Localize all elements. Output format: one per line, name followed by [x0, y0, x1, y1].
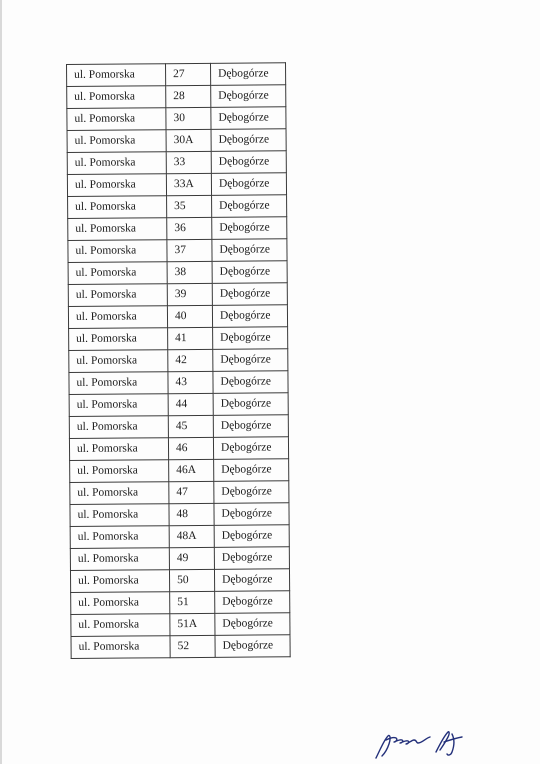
house-number-cell: 36 [167, 217, 212, 239]
city-cell: Dębogórze [213, 415, 288, 438]
table-row [67, 63, 286, 87]
table-row [70, 569, 289, 593]
street-cell: ul. Pomorska [67, 152, 166, 175]
street-cell: ul. Pomorska [68, 306, 167, 329]
city-cell: Dębogórze [215, 591, 290, 614]
house-number-cell: 46A [169, 459, 214, 481]
street-cell: ul. Pomorska [70, 548, 169, 571]
city-cell: Dębogórze [211, 85, 286, 108]
street-cell: ul. Pomorska [67, 130, 166, 153]
house-number-cell: 33A [166, 173, 211, 195]
address-table-body [67, 63, 291, 659]
table-row [69, 437, 288, 461]
city-cell: Dębogórze [214, 569, 289, 592]
table-row [69, 349, 288, 373]
street-cell: ul. Pomorska [67, 64, 166, 87]
city-cell: Dębogórze [212, 239, 287, 262]
street-cell: ul. Pomorska [67, 174, 166, 197]
table-row [69, 393, 288, 417]
house-number-cell: 48A [169, 525, 214, 547]
table-row [71, 635, 290, 659]
house-number-cell: 48 [169, 503, 214, 525]
table-row [70, 525, 289, 549]
table-row [67, 85, 286, 109]
house-number-cell: 33 [166, 151, 211, 173]
city-cell: Dębogórze [213, 371, 288, 394]
house-number-cell: 49 [169, 547, 214, 569]
city-cell: Dębogórze [212, 283, 287, 306]
street-cell: ul. Pomorska [68, 218, 167, 241]
table-row [67, 151, 286, 175]
house-number-cell: 37 [167, 239, 212, 261]
city-cell: Dębogórze [211, 129, 286, 152]
city-cell: Dębogórze [214, 459, 289, 482]
city-cell: Dębogórze [212, 305, 287, 328]
street-cell: ul. Pomorska [70, 570, 169, 593]
street-cell: ul. Pomorska [69, 438, 168, 461]
house-number-cell: 46 [168, 437, 213, 459]
street-cell: ul. Pomorska [69, 394, 168, 417]
house-number-cell: 35 [167, 195, 212, 217]
city-cell: Dębogórze [213, 437, 288, 460]
street-cell: ul. Pomorska [68, 284, 167, 307]
city-cell: Dębogórze [210, 63, 285, 86]
house-number-cell: 39 [167, 283, 212, 305]
table-row [67, 107, 286, 131]
table-row [69, 327, 288, 351]
table-row [68, 195, 287, 219]
city-cell: Dębogórze [212, 261, 287, 284]
table-row [67, 129, 286, 153]
house-number-cell: 27 [166, 63, 211, 85]
street-cell: ul. Pomorska [68, 262, 167, 285]
table-row [68, 261, 287, 285]
table-row [69, 415, 288, 439]
city-cell: Dębogórze [214, 547, 289, 570]
city-cell: Dębogórze [215, 613, 290, 636]
city-cell: Dębogórze [211, 107, 286, 130]
house-number-cell: 51 [170, 591, 215, 613]
house-number-cell: 45 [168, 415, 213, 437]
signature-icon [372, 726, 472, 762]
house-number-cell: 28 [166, 85, 211, 107]
street-cell: ul. Pomorska [71, 614, 170, 637]
house-number-cell: 47 [169, 481, 214, 503]
street-cell: ul. Pomorska [69, 372, 168, 395]
house-number-cell: 50 [169, 569, 214, 591]
street-cell: ul. Pomorska [69, 328, 168, 351]
street-cell: ul. Pomorska [69, 350, 168, 373]
street-cell: ul. Pomorska [69, 416, 168, 439]
street-cell: ul. Pomorska [70, 482, 169, 505]
city-cell: Dębogórze [214, 503, 289, 526]
table-row [68, 305, 287, 329]
scan-edge [0, 0, 2, 764]
street-cell: ul. Pomorska [68, 196, 167, 219]
address-table [66, 62, 291, 659]
street-cell: ul. Pomorska [71, 636, 170, 659]
city-cell: Dębogórze [213, 327, 288, 350]
house-number-cell: 42 [168, 349, 213, 371]
city-cell: Dębogórze [212, 217, 287, 240]
city-cell: Dębogórze [213, 393, 288, 416]
city-cell: Dębogórze [215, 635, 290, 658]
table-row [70, 459, 289, 483]
table-row [71, 591, 290, 615]
street-cell: ul. Pomorska [70, 460, 169, 483]
signature [372, 726, 472, 762]
table-row [68, 283, 287, 307]
city-cell: Dębogórze [214, 481, 289, 504]
street-cell: ul. Pomorska [70, 526, 169, 549]
city-cell: Dębogórze [211, 151, 286, 174]
house-number-cell: 30 [166, 107, 211, 129]
city-cell: Dębogórze [212, 195, 287, 218]
house-number-cell: 44 [168, 393, 213, 415]
street-cell: ul. Pomorska [70, 504, 169, 527]
table-row [70, 547, 289, 571]
street-cell: ul. Pomorska [68, 240, 167, 263]
street-cell: ul. Pomorska [67, 108, 166, 131]
table-row [67, 173, 286, 197]
table-row [71, 613, 290, 637]
city-cell: Dębogórze [214, 525, 289, 548]
house-number-cell: 52 [170, 635, 215, 657]
street-cell: ul. Pomorska [71, 592, 170, 615]
house-number-cell: 43 [168, 371, 213, 393]
house-number-cell: 41 [168, 327, 213, 349]
table-row [70, 503, 289, 527]
table-row [68, 239, 287, 263]
table-row [69, 371, 288, 395]
house-number-cell: 30A [166, 129, 211, 151]
house-number-cell: 40 [167, 305, 212, 327]
table-row [68, 217, 287, 241]
street-cell: ul. Pomorska [67, 86, 166, 109]
house-number-cell: 38 [167, 261, 212, 283]
house-number-cell: 51A [170, 613, 215, 635]
table-row [70, 481, 289, 505]
city-cell: Dębogórze [213, 349, 288, 372]
city-cell: Dębogórze [211, 173, 286, 196]
